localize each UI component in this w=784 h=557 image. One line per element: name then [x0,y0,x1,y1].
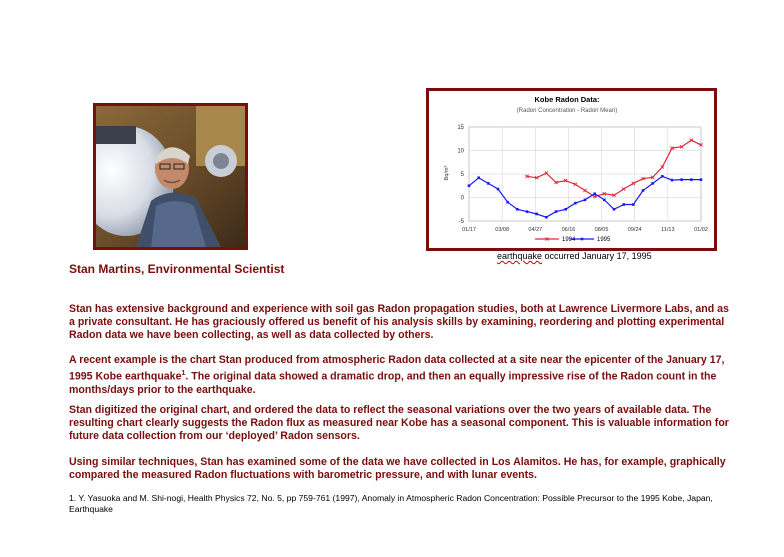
y-tick-label: 0 [460,195,464,202]
paragraph-kobe-example [69,354,729,397]
kobe-radon-chart [426,88,717,251]
chart-subtitle: (Radon Concentration - Radon Mean) [516,108,618,114]
data-point-1995 [632,203,635,206]
data-point-1995 [613,208,616,211]
data-point-1995 [516,208,519,211]
paragraph-kobe-example-b: . The original data showed a dramatic drop, and then an equally impressive rise of the Radon count in the months/days prior to the earthquake. [69,370,717,396]
data-point-1995 [555,210,558,213]
legend-label-1994: 1994 [562,237,576,244]
chart-svg [429,91,714,248]
data-point-1995 [526,210,529,213]
chart-legend [535,237,611,243]
x-tick-label: 11/13 [661,227,675,233]
data-point-1995 [497,188,500,191]
paragraph-background: Stan has extensive background and experience with soil gas Radon propagation studies, both at Lawrence Livermore Labs, and as a private consultant. He has graciously offered us benefit of his analysis skills by examining, reordering and plotting experimental Radon data we have been collecting, as well as data collected by others. [69,303,729,341]
data-point-1995 [564,208,567,211]
data-point-1995 [477,176,480,179]
data-point-1995 [487,182,490,185]
legend-label-1995: 1995 [597,237,611,244]
y-axis-label: Bq/m³ [444,165,450,181]
data-point-1995 [680,178,683,181]
data-point-1995 [700,178,703,181]
x-tick-label: 06/16 [561,227,576,233]
data-point-1995 [574,202,577,205]
chart-caption-earthquake: earthquake [497,251,543,261]
chart-caption-rest: occurred January 17, 1995 [542,251,652,261]
paragraph-kobe-example-a: A recent example is the chart Stan produced from atmospheric Radon data collected at a site near the epicenter of the January 17, 1995 Kobe earthquake [69,354,725,383]
paragraph-los-alamitos: Using similar techniques, Stan has examined some of the data we have collected in Los Alamitos. He has, for example, graphically compared the measured Radon fluctuations with barometric pressure, and with lunar events. [69,456,726,481]
data-point-1995 [468,184,471,187]
y-tick-label: 10 [457,148,464,155]
legend-marker-1995 [581,238,584,241]
portrait-image [96,106,245,247]
chart-grid [469,127,701,221]
data-point-1995 [661,175,664,178]
data-point-1995 [506,201,509,204]
data-point-1995 [622,203,625,206]
x-tick-label: 01/02 [694,227,708,233]
photo-caption: Stan Martins, Environmental Scientist [69,262,285,276]
chart-caption [497,251,652,261]
data-point-1995 [603,199,606,202]
data-point-1995 [690,178,693,181]
y-tick-label: -5 [458,219,464,225]
portrait-photo-frame [93,103,248,250]
footnote: 1. Y. Yasuoka and M. Shi-nogi, Health Physics 72, No. 5, pp 759-761 (1997), Anomaly in Atmospheric Radon Concentration: Possible Precursor to the 1995 Kobe, Japan, Earthquake [69,493,713,514]
data-point-1995 [545,216,548,219]
x-tick-label: 09/24 [627,227,642,233]
data-point-1995 [535,213,538,216]
x-tick-label: 08/05 [594,227,609,233]
data-point-1995 [671,179,674,182]
data-point-1995 [593,192,596,195]
x-tick-label: 01/17 [462,227,476,233]
y-tick-label: 5 [460,172,464,178]
x-tick-label: 03/08 [495,227,510,233]
data-point-1995 [584,199,587,202]
data-point-1995 [651,182,654,185]
paragraph-seasonal: Stan digitized the original chart, and ordered the data to reflect the seasonal variations over the two years of available data. The resulting chart clearly suggests the Radon flux as measured near Kobe has a seasonal component. This is valuable information for future data collection from our ‘deployed’ Radon sensors. [69,404,729,442]
y-tick-label: 15 [457,125,464,131]
data-point-1995 [642,189,645,192]
x-tick-label: 04/27 [528,227,543,233]
chart-title: Kobe Radon Data: [534,95,600,104]
footnote-reference: 1 [181,370,186,377]
portrait-photo [96,106,245,247]
